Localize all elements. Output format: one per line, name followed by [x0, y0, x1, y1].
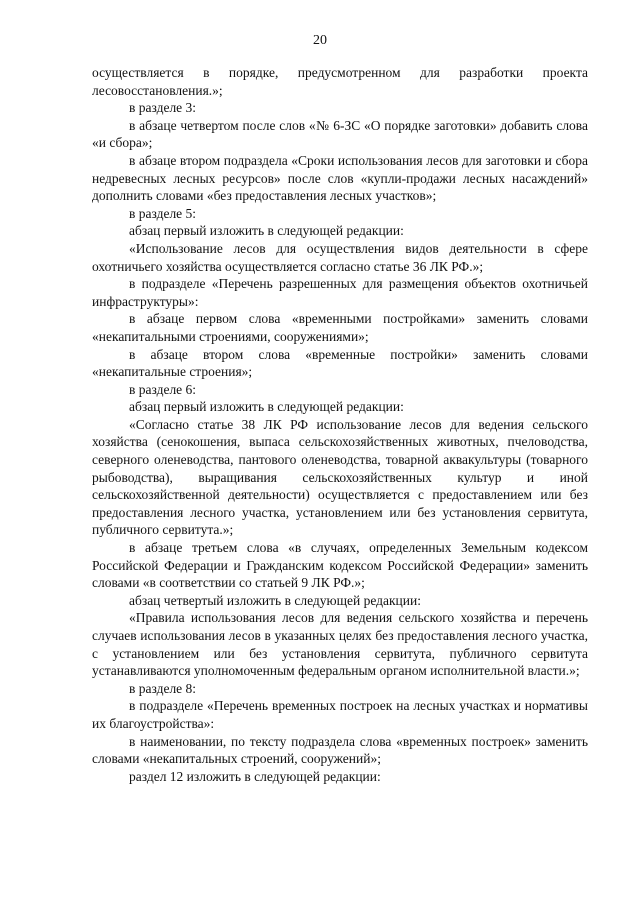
paragraph: в абзаце первом слова «временными постройками» заменить словами «некапитальными строениями, сооружениями»;	[92, 311, 588, 344]
paragraph: осуществляется в порядке, предусмотренном для разработки проекта лесовосстановления.»;	[92, 65, 588, 98]
paragraph: «Использование лесов для осуществления видов деятельности в сфере охотничьего хозяйства осуществляется согласно статье 36 ЛК РФ.»;	[92, 240, 588, 274]
paragraph: в разделе 3:	[129, 100, 197, 116]
paragraph: в подразделе «Перечень временных построек на лесных участках и нормативы их благоустройства»:	[92, 698, 588, 731]
paragraph: в подразделе «Перечень разрешенных для размещения объектов охотничьей инфраструктуры»:	[92, 276, 588, 309]
paragraph: в разделе 8:	[129, 680, 197, 696]
page-number: 20	[313, 33, 327, 48]
paragraph: «Согласно статье 38 ЛК РФ использование лесов для ведения сельского хозяйства (сенокошения, выпаса сельскохозяйственных животных, пчеловодства, северного оленеводства, пантового оленеводства, товарной аквакультуры (товарного рыбоводства), выращивания сельскохозяйственных культур и иной сельскохозяйственной деятельности) осуществляется с предоставлением или без предоставления лесного участка, установлением или без установления сервитута, публичного сервитута.»;	[92, 416, 588, 538]
paragraph: раздел 12 изложить в следующей редакции:	[129, 768, 381, 784]
paragraph: абзац первый изложить в следующей редакции:	[129, 399, 404, 415]
paragraph: в абзаце четвертом после слов «№ 6-ЗС «О порядке заготовки» добавить слова «и сбора»;	[92, 117, 588, 151]
paragraph: в разделе 6:	[129, 381, 197, 397]
paragraph: в абзаце третьем слова «в случаях, определенных Земельным кодексом Российской Федерации и Гражданским кодексом Российской Федерации» заменить словами «в соответствии со статьей 9 ЛК РФ.»;	[92, 540, 588, 591]
paragraph: абзац четвертый изложить в следующей редакции:	[129, 592, 421, 608]
document-body	[92, 64, 588, 785]
paragraph: в абзаце втором подраздела «Сроки использования лесов для заготовки и сбора недревесных лесных ресурсов» после слов «купли-продажи лесных насаждений» дополнить словами «без предоставления лесных участков»;	[92, 152, 588, 204]
paragraph: в абзаце втором слова «временные постройки» заменить словами «некапитальные строения»;	[92, 346, 588, 380]
paragraph: в разделе 5:	[129, 205, 197, 221]
paragraph: в наименовании, по тексту подраздела слова «временных построек» заменить словами «некапитальных строений, сооружений»;	[92, 733, 588, 767]
paragraph: «Правила использования лесов для ведения сельского хозяйства и перечень случаев использования лесов в указанных целях без предоставления лесного участка, с установлением или без установления сервитута, публичного сервитута устанавливаются уполномоченным федеральным органом исполнительной власти.»;	[92, 610, 588, 679]
paragraph: абзац первый изложить в следующей редакции:	[129, 223, 404, 239]
